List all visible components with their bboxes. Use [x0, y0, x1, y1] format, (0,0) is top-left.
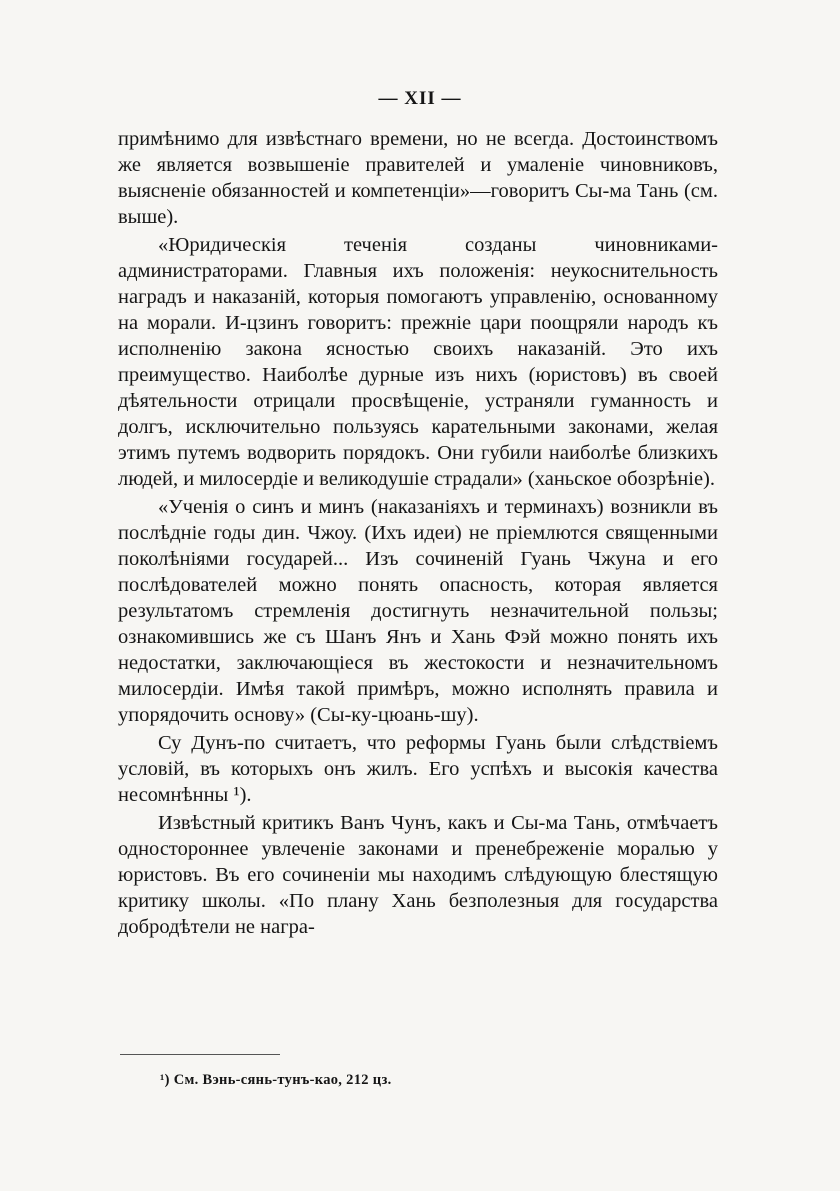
body-text — [118, 126, 718, 942]
paragraph-quote-sin-min-teachings: «Ученія о синъ и минъ (наказаніяхъ и терминахъ) возникли въ послѣдніе годы дин. Чжоу. (Ихъ идеи) не пріемлются священными поколѣніями государей... Изъ сочиненій Гуань Чжуна и его послѣдователей можно понять опасность, которая является результатомъ стремленія достигнуть незначительной пользы; ознакомившись же съ Шанъ Янъ и Хань Фэй можно понять ихъ недостатки, заключающіеся въ жестокости и незначительномъ милосердіи. Имѣя такой примѣръ, можно исполнять правила и упорядочить основу» (Сы-ку-цюань-шу). — [118, 496, 718, 726]
footnote-marker: ¹) — [160, 1072, 170, 1088]
page-number-header: — XII — — [378, 88, 462, 109]
footnote-text: См. Вэнь-сянь-тунъ-као, 212 цз. — [173, 1072, 392, 1088]
paragraph-wang-chong: Извѣстный критикъ Ванъ Чунъ, какъ и Сы-ма Тань, отмѣчаетъ одностороннее увлеченіе законами и пренебреженіе моралью у юристовъ. Въ его сочиненіи мы находимъ слѣдующую блестящую критику школы. «По плану Хань безполезныя для государства добродѣтели не награ- — [118, 812, 718, 938]
paragraph-quote-legalist-schools: «Юридическія теченія созданы чиновниками-администраторами. Главныя ихъ положенія: неукоснительность наградъ и наказаній, которыя помогаютъ управленію, основанному на морали. И-цзинъ говоритъ: прежніе цари поощряли народъ къ исполненію закона ясностью своихъ наказаній. Это ихъ преимущество. Наиболѣе дурные изъ нихъ (юристовъ) въ своей дѣятельности отрицали просвѣщеніе, устраняли гуманность и долгъ, исключительно пользуясь карательными законами, желая этимъ путемъ водворить порядокъ. Они губили наиболѣе близкихъ людей, и милосердіе и великодушіе страдали» (ханьское обозрѣніе). — [118, 234, 718, 490]
footnote-divider — [120, 1054, 280, 1055]
footnote — [160, 1072, 392, 1089]
paragraph-continuation: примѣнимо для извѣстнаго времени, но не всегда. Достоинствомъ же является возвышеніе правителей и умаленіе чиновниковъ, выясненіе обязанностей и компетенціи»—говоритъ Сы-ма Тань (см. выше). — [118, 128, 718, 228]
paragraph-su-dong-po: Су Дунъ-по считаетъ, что реформы Гуань были слѣдствіемъ условій, въ которыхъ онъ жилъ. Его успѣхъ и высокія качества несомнѣнны ¹). — [118, 732, 718, 806]
